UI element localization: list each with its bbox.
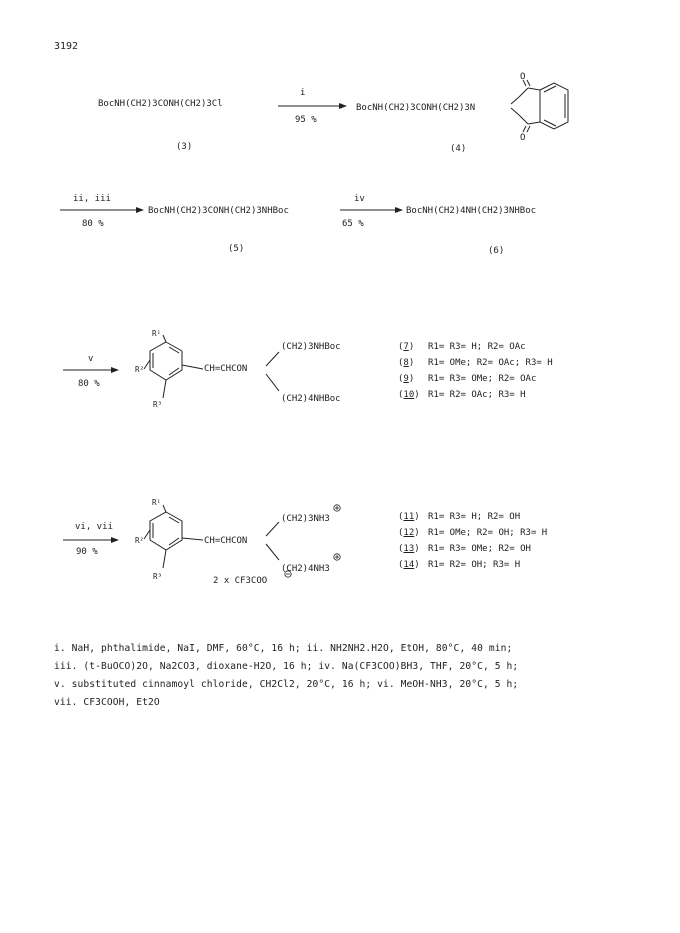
page-number: 3192 — [54, 41, 79, 52]
compound-label: (7) — [398, 342, 415, 352]
upper-chain-row4: (CH2)3NH3 — [281, 514, 330, 524]
arrow-2-reagent: ii, iii — [73, 194, 111, 204]
arrow-4-reagent: v — [88, 354, 94, 364]
oxygen-bottom: O — [520, 133, 526, 143]
arrow-5-reagent: vi, vii — [75, 522, 113, 532]
compound-5-formula: BocNH(CH2)3CONH(CH2)3NHBoc — [148, 206, 289, 216]
compound-label: (11) — [398, 512, 420, 522]
linker-row4: CH=CHCON — [204, 536, 248, 546]
footnote-line-2: iii. (t-BuOCO)2O, Na2CO3, dioxane-H2O, 16 h; iv. Na(CF3COO)BH3, THF, 20°C, 5 h; — [54, 661, 519, 672]
compound-label: (14) — [398, 560, 420, 570]
compound-4-label: (4) — [450, 144, 467, 154]
r1-label-row3: R¹ — [152, 329, 162, 338]
compound-substituents: R1= OMe; R2= OAc; R3= H — [428, 358, 553, 368]
arrow-2-yield: 80 % — [82, 219, 104, 229]
oxygen-top: O — [520, 72, 526, 82]
compound-label: (12) — [398, 528, 420, 538]
lower-chain-row3: (CH2)4NHBoc — [281, 394, 341, 404]
lower-chain-row4: (CH2)4NH3 — [281, 564, 330, 574]
arrow-4-yield: 80 % — [78, 379, 100, 389]
arrow-1-reagent: i — [300, 88, 306, 98]
compound-substituents: R1= R3= OMe; R2= OAc — [428, 374, 537, 384]
compound-substituents: R1= OMe; R2= OH; R3= H — [428, 528, 548, 538]
counterion: 2 x CF3COO — [213, 576, 268, 586]
compound-label: (10) — [398, 390, 420, 400]
benzene-ring-row3 — [144, 335, 279, 398]
compound-label: (8) — [398, 358, 415, 368]
phthalimide-ring — [511, 80, 568, 132]
r3-label-row4: R³ — [153, 572, 163, 581]
arrow-3-yield: 65 % — [342, 219, 364, 229]
compound-6-formula: BocNH(CH2)4NH(CH2)3NHBoc — [406, 206, 537, 216]
footnote-line-3: v. substituted cinnamoyl chloride, CH2Cl2, 20°C, 16 h; vi. MeOH-NH3, 20°C, 5 h; — [54, 679, 519, 690]
r3-label-row3: R³ — [153, 400, 163, 409]
compound-label: (13) — [398, 544, 420, 554]
compound-label: (9) — [398, 374, 415, 384]
r2-label-row3: R² — [135, 365, 145, 374]
compound-substituents: R1= R3= H; R2= OH — [428, 512, 521, 522]
footnote-line-1: i. NaH, phthalimide, NaI, DMF, 60°C, 16 h; ii. NH2NH2.H2O, EtOH, 80°C, 40 min; — [54, 643, 513, 654]
compound-substituents: R1= R3= OMe; R2= OH — [428, 544, 531, 554]
compound-3-label: (3) — [176, 142, 193, 152]
compound-substituents: R1= R2= OH; R3= H — [428, 560, 521, 570]
compound-3-formula: BocNH(CH2)3CONH(CH2)3Cl — [98, 99, 223, 109]
compound-substituents: R1= R3= H; R2= OAc — [428, 342, 526, 352]
footnote-line-4: vii. CF3COOH, Et2O — [54, 697, 160, 708]
upper-chain-row3: (CH2)3NHBoc — [281, 342, 341, 352]
compound-substituents: R1= R2= OAc; R3= H — [428, 390, 526, 400]
compound-5-label: (5) — [228, 244, 245, 254]
compound-6-label: (6) — [488, 246, 505, 256]
arrow-5-yield: 90 % — [76, 547, 98, 557]
r1-label-row4: R¹ — [152, 498, 162, 507]
arrow-3-reagent: iv — [354, 194, 365, 204]
linker-row3: CH=CHCON — [204, 364, 248, 374]
benzene-ring-row4 — [144, 505, 279, 568]
arrow-1-yield: 95 % — [295, 115, 317, 125]
compound-4-formula: BocNH(CH2)3CONH(CH2)3N — [356, 103, 476, 113]
r2-label-row4: R² — [135, 536, 145, 545]
